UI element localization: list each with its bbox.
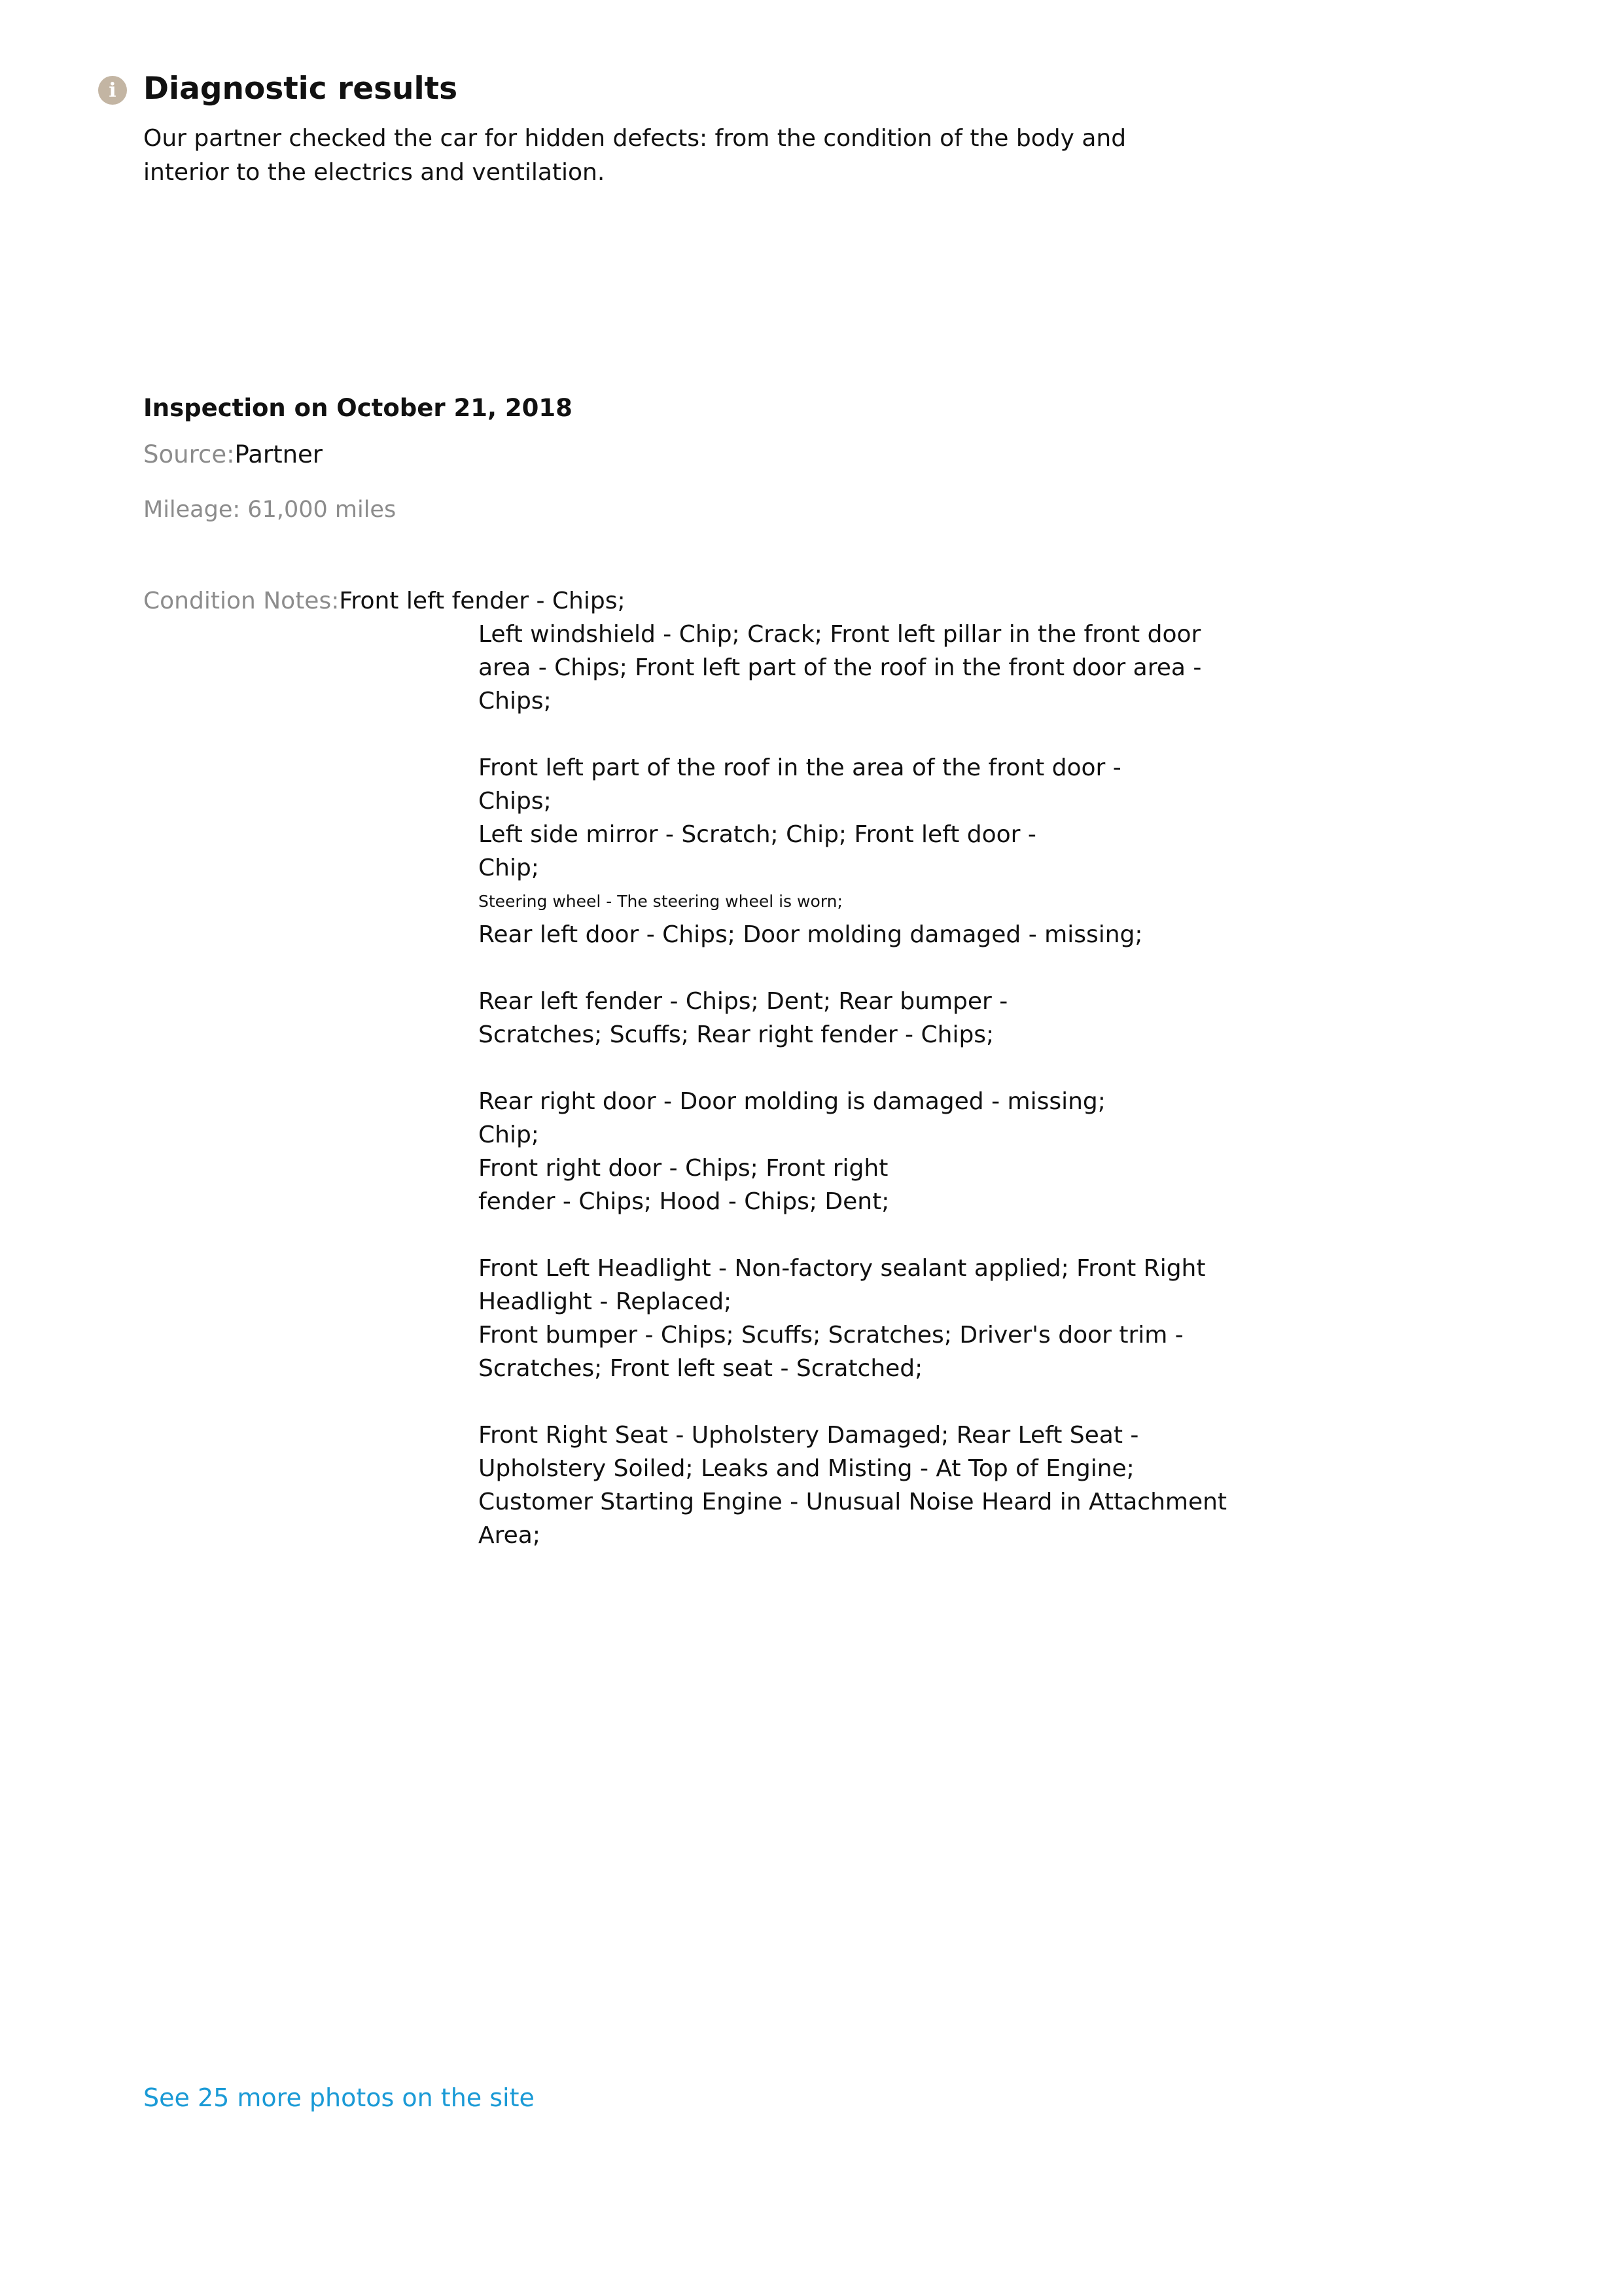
condition-note-line: Rear right door - Door molding is damaged - missing; — [478, 1088, 1106, 1115]
condition-note-line: Front bumper - Chips; Scuffs; Scratches; Driver's door trim - — [478, 1322, 1184, 1349]
condition-note-line: Chip; — [478, 855, 539, 881]
note-spacer — [478, 951, 1250, 985]
condition-note-line: Upholstery Soiled; Leaks and Misting - At Top of Engine; — [478, 1455, 1135, 1482]
condition-note-line: Rear left door - Chips; Door molding damaged - missing; — [478, 921, 1143, 948]
condition-note-line: Front Left Headlight - Non-factory sealant applied; Front Right — [478, 1255, 1206, 1282]
info-icon: i — [98, 76, 127, 105]
condition-note-line: Chips; — [478, 688, 552, 715]
note-spacer — [478, 1385, 1250, 1419]
condition-note-line: Customer Starting Engine - Unusual Noise Heard in Attachment — [478, 1489, 1227, 1515]
source-value: Partner — [234, 440, 323, 468]
note-spacer — [478, 1218, 1250, 1252]
note-spacer — [478, 1051, 1250, 1085]
section-title: Diagnostic results — [143, 71, 458, 107]
condition-note-line: fender - Chips; Hood - Chips; Dent; — [478, 1188, 890, 1215]
condition-notes-list — [478, 618, 1250, 1552]
section-description: Our partner checked the car for hidden defects: from the condition of the body and interior to the electrics and ventilation. — [143, 125, 1127, 186]
condition-note-line: Front left part of the roof in the area of the front door - — [478, 754, 1121, 781]
condition-note-line: Chip; — [478, 1122, 539, 1148]
source-label: Source: — [143, 440, 235, 468]
condition-note-line: Steering wheel - The steering wheel is worn; — [478, 892, 843, 911]
condition-note-line: Front Right Seat - Upholstery Damaged; Rear Left Seat - — [478, 1422, 1139, 1449]
condition-note-line: Rear left fender - Chips; Dent; Rear bumper - — [478, 988, 1008, 1015]
more-photos-link[interactable]: See 25 more photos on the site — [143, 2083, 535, 2112]
condition-note-line: Headlight - Replaced; — [478, 1288, 732, 1315]
mileage: Mileage: 61,000 miles — [143, 497, 397, 523]
condition-note-line: Left side mirror - Scratch; Chip; Front left door - — [478, 821, 1036, 848]
condition-note-line: Front right door - Chips; Front right — [478, 1155, 889, 1182]
condition-note-line: Left windshield - Chip; Crack; Front left pillar in the front door — [478, 621, 1201, 648]
condition-note-line: Area; — [478, 1522, 540, 1549]
condition-note-line: Chips; — [478, 788, 552, 815]
condition-note-line: Scratches; Scuffs; Rear right fender - Chips; — [478, 1021, 995, 1048]
source-row — [143, 438, 323, 472]
condition-note-line: Scratches; Front left seat - Scratched; — [478, 1355, 923, 1382]
condition-note-first: Front left fender - Chips; — [339, 588, 626, 614]
note-spacer — [478, 718, 1250, 751]
condition-notes-row — [143, 584, 626, 618]
condition-note-line: area - Chips; Front left part of the roof in the front door area - — [478, 654, 1202, 681]
inspection-heading: Inspection on October 21, 2018 — [143, 394, 573, 422]
condition-notes-label: Condition Notes: — [143, 588, 340, 614]
